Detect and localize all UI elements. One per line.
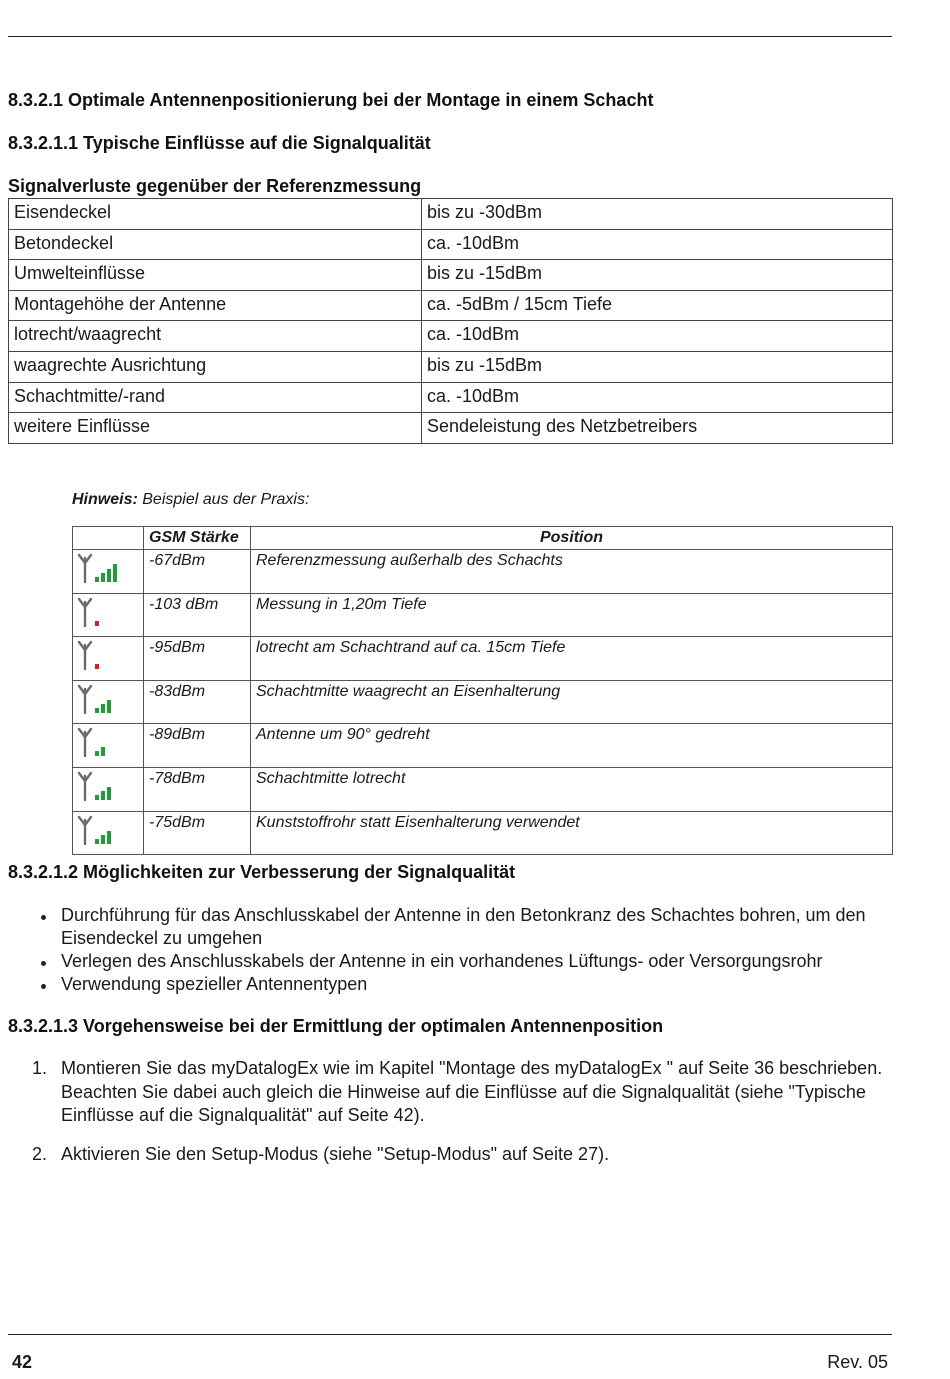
gsm-example-table	[72, 526, 893, 855]
gsm-row	[73, 680, 893, 724]
gsm-row	[73, 811, 893, 855]
table-caption-signal-loss: Signalverluste gegenüber der Referenzmessung	[8, 176, 422, 196]
gsm-strength-value: -67dBm	[144, 550, 251, 594]
signal-strength-icon	[77, 639, 121, 673]
signal-loss-row	[9, 199, 893, 230]
gsm-row	[73, 550, 893, 594]
gsm-header-icon	[73, 527, 144, 550]
step-text: Aktivieren Sie den Setup-Modus (siehe "Setup-Modus" auf Seite 27).	[61, 1143, 610, 1164]
procedure-steps	[8, 1057, 888, 1181]
procedure-step	[8, 1143, 888, 1167]
revision: Rev. 05	[827, 1352, 888, 1372]
signal-loss-value: ca. -10dBm	[422, 382, 893, 413]
signal-loss-value: ca. -10dBm	[422, 321, 893, 352]
gsm-icon-cell	[73, 767, 144, 811]
gsm-position: Messung in 1,20m Tiefe	[251, 593, 893, 637]
antenna-icon	[79, 729, 91, 756]
signal-bar	[101, 791, 105, 800]
signal-strength-icon	[77, 596, 121, 630]
gsm-position: lotrecht am Schachtrand auf ca. 15cm Tiefe	[251, 637, 893, 681]
note	[72, 491, 309, 509]
signal-strength-icon	[77, 814, 121, 848]
signal-loss-factor: weitere Einflüsse	[9, 413, 422, 444]
signal-strength-icon	[77, 683, 121, 717]
signal-bar	[95, 621, 99, 626]
antenna-icon	[79, 555, 91, 582]
signal-bar	[95, 839, 99, 844]
step-text: Montieren Sie das myDatalogEx wie im Kapitel "Montage des myDatalogEx " auf Seite 36 beschrieben. Beachten Sie dabei auch gleich die Hinweise auf die Einflüsse auf die Signalqualität (siehe "Typische Einflüsse auf die Signalqualität" auf Seite 42).	[61, 1058, 883, 1125]
signal-loss-value: bis zu -30dBm	[422, 199, 893, 230]
list-item: Verlegen des Anschlusskabels der Antenne in ein vorhandenes Lüftungs- oder Versorgungsrohr	[61, 950, 891, 973]
signal-bar	[95, 577, 99, 582]
gsm-position: Schachtmitte waagrecht an Eisenhalterung	[251, 680, 893, 724]
signal-bar	[101, 835, 105, 844]
signal-loss-value: Sendeleistung des Netzbetreibers	[422, 413, 893, 444]
step-number: 2.	[32, 1143, 48, 1164]
antenna-icon	[79, 773, 91, 800]
signal-loss-factor: lotrecht/waagrecht	[9, 321, 422, 352]
signal-bar	[95, 751, 99, 756]
gsm-strength-value: -83dBm	[144, 680, 251, 724]
signal-bar	[107, 787, 111, 800]
signal-loss-row	[9, 351, 893, 382]
gsm-icon-cell	[73, 724, 144, 768]
gsm-position: Antenne um 90° gedreht	[251, 724, 893, 768]
signal-bar	[101, 704, 105, 713]
gsm-icon-cell	[73, 680, 144, 724]
section-heading-8-3-2-1-3: 8.3.2.1.3 Vorgehensweise bei der Ermittlung der optimalen Antennenposition	[8, 1016, 664, 1036]
antenna-icon	[79, 817, 91, 844]
note-label: Hinweis:	[72, 491, 138, 508]
note-text: Beispiel aus der Praxis:	[137, 491, 310, 508]
antenna-icon	[79, 599, 91, 626]
step-number: 1.	[32, 1058, 48, 1078]
gsm-header-strength: GSM Stärke	[144, 527, 251, 550]
signal-bar	[107, 831, 111, 844]
list-item: Durchführung für das Anschlusskabel der Antenne in den Betonkranz des Schachtes bohren, um den Eisendeckel zu umgehen	[61, 904, 891, 950]
gsm-icon-cell	[73, 811, 144, 855]
gsm-icon-cell	[73, 550, 144, 594]
signal-loss-row	[9, 413, 893, 444]
signal-bar	[101, 573, 105, 582]
signal-loss-value: bis zu -15dBm	[422, 260, 893, 291]
gsm-row	[73, 724, 893, 768]
signal-loss-value: bis zu -15dBm	[422, 351, 893, 382]
signal-bar	[113, 564, 117, 582]
improvement-list	[8, 904, 891, 996]
gsm-row	[73, 593, 893, 637]
gsm-table-header-row	[73, 527, 893, 550]
antenna-icon	[79, 686, 91, 713]
gsm-row	[73, 637, 893, 681]
procedure-step	[8, 1057, 888, 1128]
gsm-strength-value: -95dBm	[144, 637, 251, 681]
gsm-strength-value: -103 dBm	[144, 593, 251, 637]
gsm-strength-value: -75dBm	[144, 811, 251, 855]
section-heading-8-3-2-1-1: 8.3.2.1.1 Typische Einflüsse auf die Signalqualität	[8, 133, 431, 153]
section-heading-8-3-2-1-2: 8.3.2.1.2 Möglichkeiten zur Verbesserung der Signalqualität	[8, 862, 516, 882]
page-number: 42	[12, 1352, 33, 1372]
gsm-position: Referenzmessung außerhalb des Schachts	[251, 550, 893, 594]
signal-loss-row	[9, 382, 893, 413]
signal-loss-row	[9, 260, 893, 291]
gsm-position: Kunststoffrohr statt Eisenhalterung verwendet	[251, 811, 893, 855]
signal-loss-value: ca. -5dBm / 15cm Tiefe	[422, 290, 893, 321]
footer-rule	[8, 1334, 892, 1335]
gsm-position: Schachtmitte lotrecht	[251, 767, 893, 811]
signal-strength-icon	[77, 552, 121, 586]
signal-loss-row	[9, 229, 893, 260]
signal-bar	[107, 700, 111, 713]
signal-loss-factor: Umwelteinflüsse	[9, 260, 422, 291]
header-rule	[8, 36, 892, 37]
antenna-icon	[79, 642, 91, 669]
signal-loss-factor: waagrechte Ausrichtung	[9, 351, 422, 382]
gsm-header-position: Position	[251, 527, 893, 550]
signal-loss-table	[8, 198, 893, 444]
signal-strength-icon	[77, 726, 121, 760]
signal-strength-icon	[77, 770, 121, 804]
signal-bar	[95, 708, 99, 713]
signal-loss-factor: Montagehöhe der Antenne	[9, 290, 422, 321]
signal-bar	[95, 795, 99, 800]
signal-loss-row	[9, 321, 893, 352]
signal-loss-factor: Schachtmitte/-rand	[9, 382, 422, 413]
gsm-strength-value: -78dBm	[144, 767, 251, 811]
section-heading-8-3-2-1: 8.3.2.1 Optimale Antennenpositionierung bei der Montage in einem Schacht	[8, 90, 654, 110]
signal-bar	[107, 569, 111, 582]
signal-loss-row	[9, 290, 893, 321]
signal-loss-value: ca. -10dBm	[422, 229, 893, 260]
gsm-strength-value: -89dBm	[144, 724, 251, 768]
gsm-icon-cell	[73, 637, 144, 681]
list-item: Verwendung spezieller Antennentypen	[61, 973, 891, 996]
gsm-icon-cell	[73, 593, 144, 637]
signal-loss-factor: Betondeckel	[9, 229, 422, 260]
signal-bar	[101, 747, 105, 756]
signal-bar	[95, 664, 99, 669]
gsm-row	[73, 767, 893, 811]
signal-loss-factor: Eisendeckel	[9, 199, 422, 230]
